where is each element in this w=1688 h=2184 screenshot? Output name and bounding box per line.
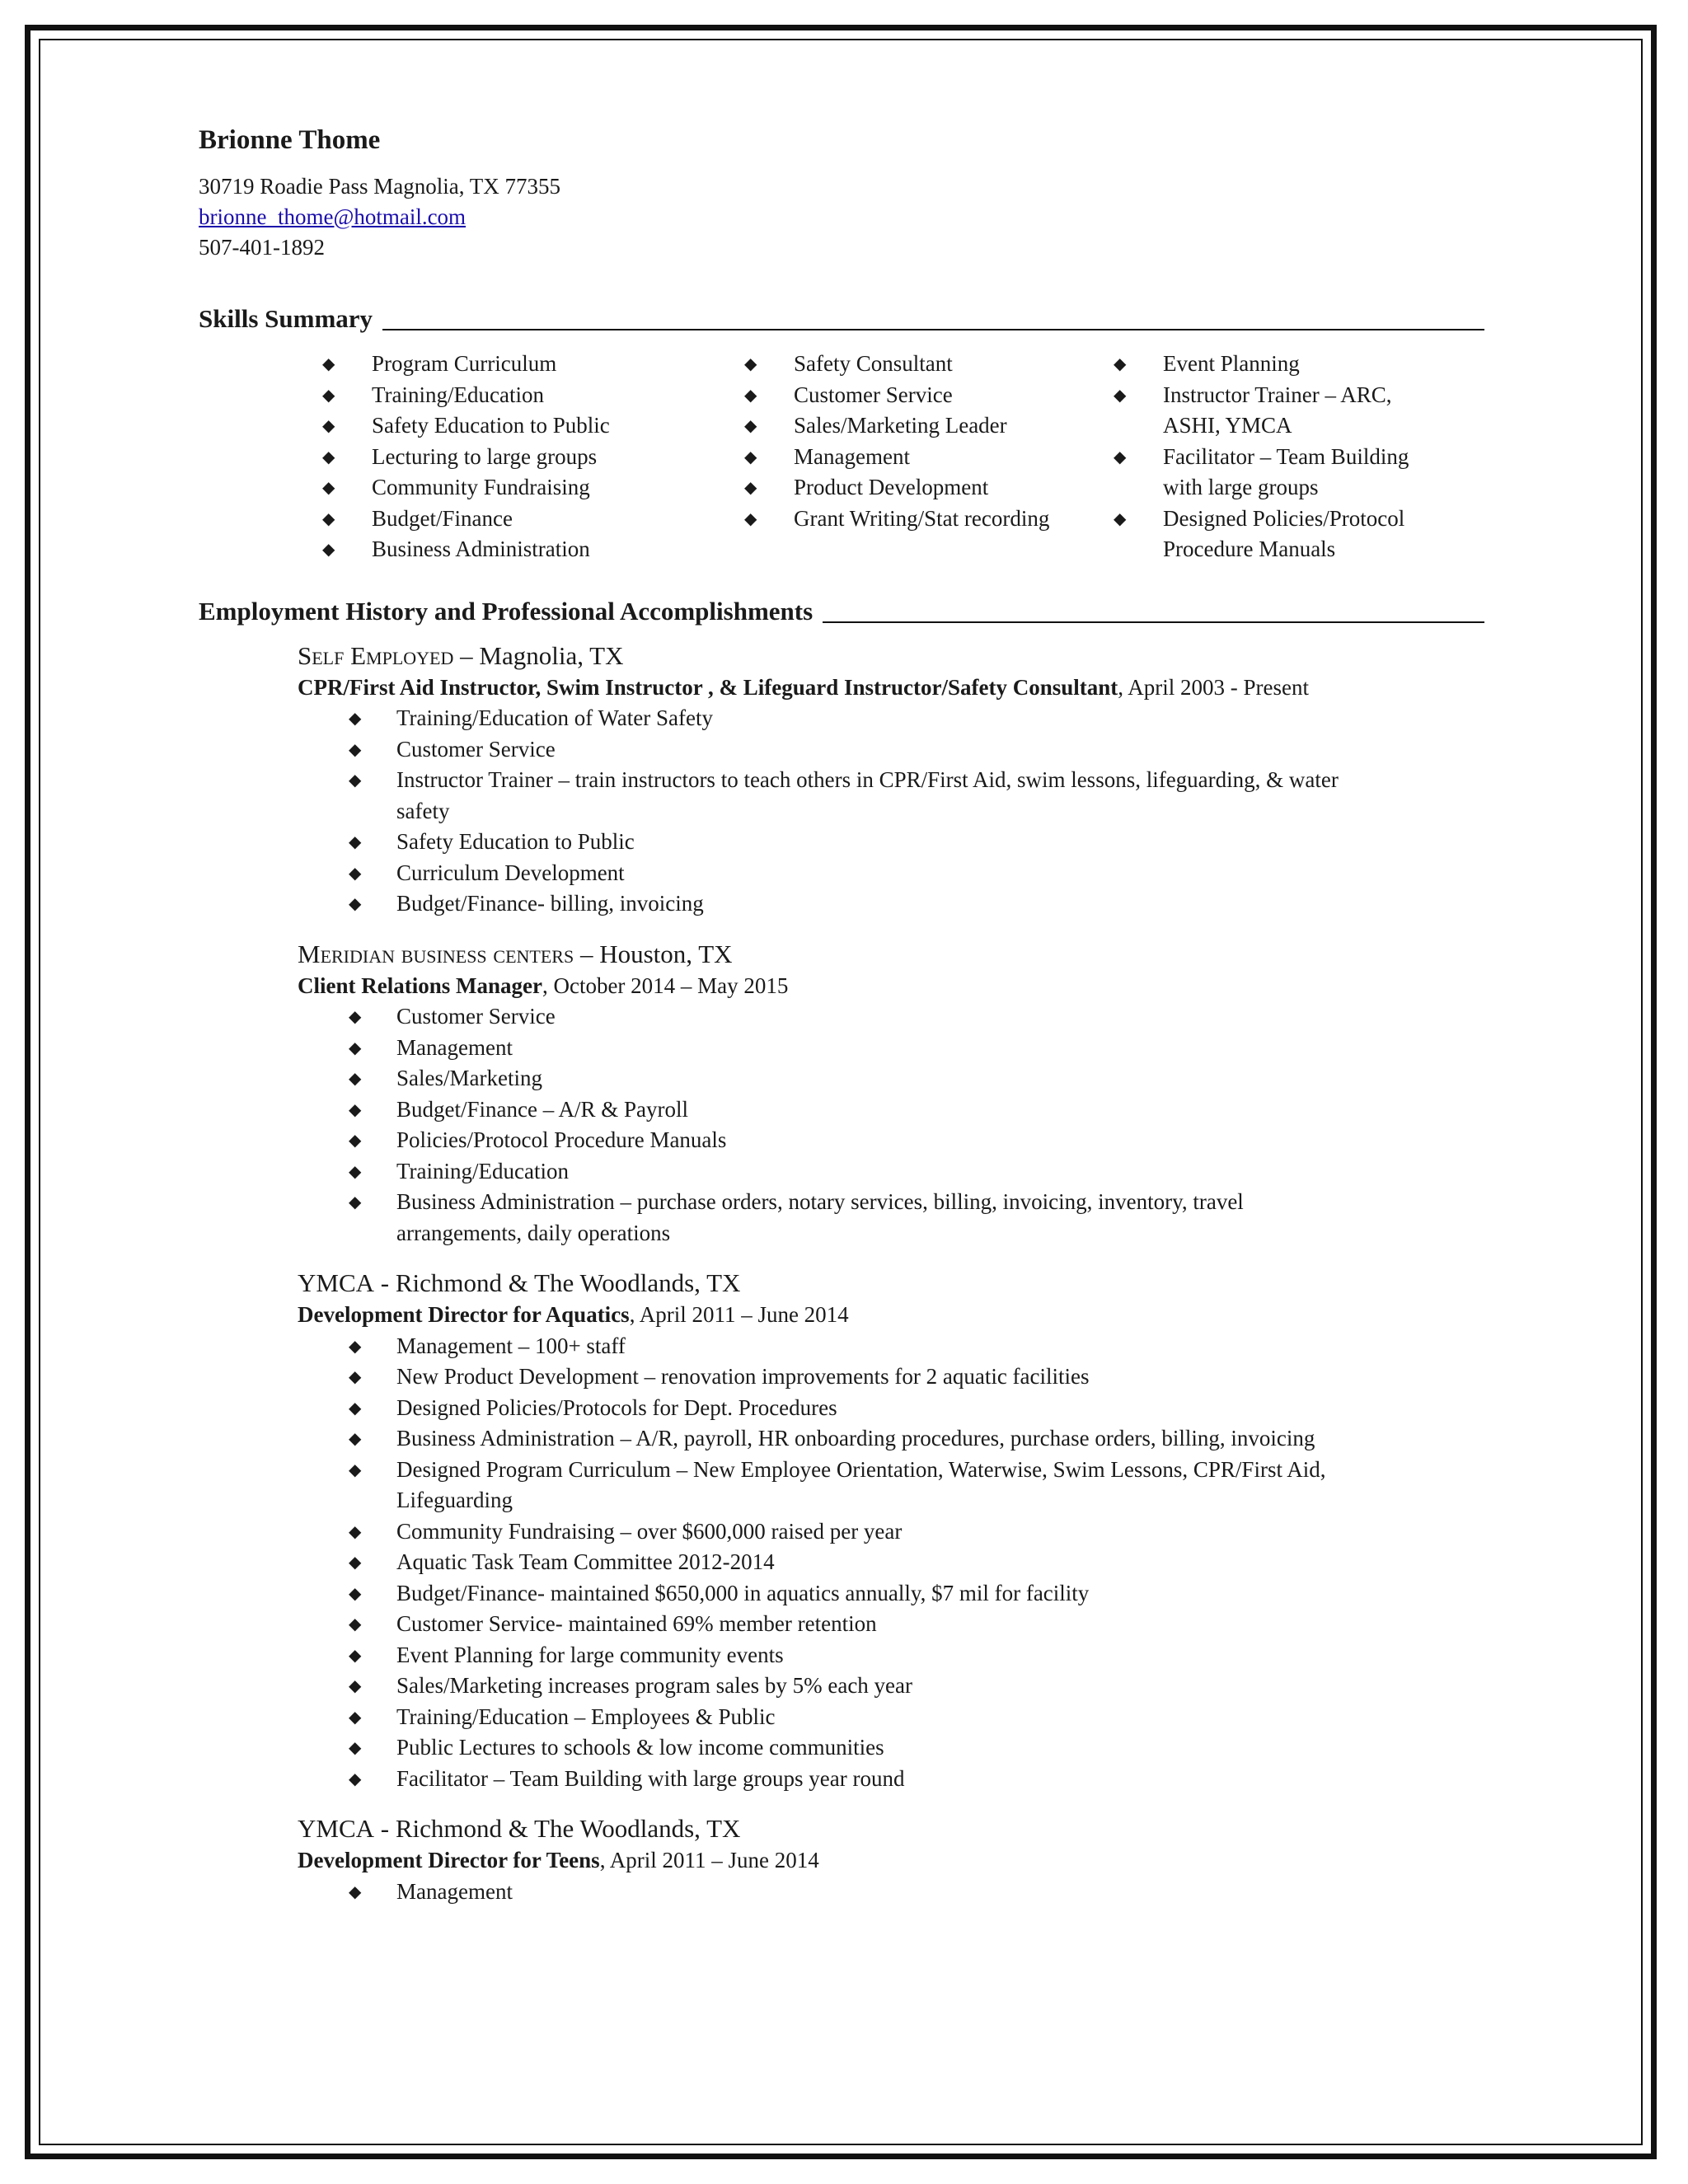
job-entry — [298, 1812, 1534, 1907]
employer-name: Meridian business centers — [298, 939, 574, 968]
employer-line — [298, 640, 1534, 673]
duty-item: ◆ Designed Program Curriculum – New Employee Orientation, Waterwise, Swim Lessons, CPR/First Aid, Lifeguarding — [298, 1455, 1361, 1516]
employer-name: YMCA — [298, 1814, 375, 1843]
skills-column-1 — [322, 349, 677, 565]
duty-item: ◆ Public Lectures to schools & low income communities — [298, 1732, 1361, 1764]
skill-item: ◆ Event Planning — [1114, 349, 1435, 380]
duty-item: ◆ Management – 100+ staff — [298, 1331, 1361, 1362]
contact-block — [199, 171, 1534, 263]
job-title: Development Director for Aquatics — [298, 1302, 630, 1327]
skill-item: ◆ Business Administration — [322, 534, 677, 565]
job-duties — [298, 1331, 1534, 1795]
employer-line — [298, 1267, 1534, 1300]
skills-column-2 — [744, 349, 1057, 565]
duty-item: ◆ Business Administration – purchase orders, notary services, billing, invoicing, inventory, travel arrangements, daily operations — [298, 1187, 1361, 1249]
duty-item: ◆ Community Fundraising – over $600,000 raised per year — [298, 1516, 1361, 1548]
email-link[interactable]: brionne_thome@hotmail.com — [199, 204, 467, 229]
skills-heading — [199, 302, 1484, 335]
job-duties — [298, 1877, 1534, 1908]
duty-item: ◆ Sales/Marketing increases program sales by 5% each year — [298, 1671, 1361, 1702]
skill-item: ◆ Product Development — [744, 472, 1057, 504]
duty-item: ◆ Customer Service — [298, 1001, 1361, 1033]
job-dates: , October 2014 – May 2015 — [542, 972, 789, 998]
resume-page — [199, 115, 1534, 1907]
duty-item: ◆ Training/Education – Employees & Public — [298, 1702, 1361, 1733]
skill-item: ◆ Grant Writing/Stat recording — [744, 504, 1057, 535]
heading-rule — [382, 329, 1484, 330]
skill-item: ◆ Facilitator – Team Building with large groups — [1114, 442, 1435, 504]
job-title-line — [298, 971, 1534, 1002]
employer-line — [298, 938, 1534, 971]
heading-rule — [823, 621, 1484, 623]
duty-item: ◆ Aquatic Task Team Committee 2012-2014 — [298, 1547, 1361, 1578]
employer-name: Self Employed — [298, 640, 454, 670]
duty-item: ◆ Instructor Trainer – train instructors to teach others in CPR/First Aid, swim lessons, lifeguarding, & water safety — [298, 765, 1361, 827]
duty-item: ◆ Designed Policies/Protocols for Dept. Procedures — [298, 1393, 1361, 1424]
employer-location: – Magnolia, TX — [453, 640, 624, 670]
skill-item: ◆ Safety Consultant — [744, 349, 1057, 380]
employment-heading — [199, 595, 1484, 628]
duty-item: ◆ Policies/Protocol Procedure Manuals — [298, 1125, 1361, 1156]
job-title-line — [298, 673, 1534, 704]
duty-item: ◆ Business Administration – A/R, payroll, HR onboarding procedures, purchase orders, billing, invoicing — [298, 1423, 1361, 1455]
job-duties — [298, 1001, 1534, 1249]
employer-location: - Richmond & The Woodlands, TX — [374, 1268, 741, 1297]
job-title-line — [298, 1845, 1534, 1877]
skill-item: ◆ Sales/Marketing Leader — [744, 410, 1057, 442]
job-entry — [298, 640, 1534, 920]
address: 30719 Roadie Pass Magnolia, TX 77355 — [199, 174, 560, 199]
job-title: Development Director for Teens — [298, 1848, 600, 1872]
duty-item: ◆ Budget/Finance- billing, invoicing — [298, 888, 1361, 920]
job-duties — [298, 703, 1534, 920]
employer-name: YMCA — [298, 1268, 375, 1297]
duty-item: ◆ Customer Service- maintained 69% member retention — [298, 1609, 1361, 1640]
skill-item: ◆ Budget/Finance — [322, 504, 677, 535]
employer-location: - Richmond & The Woodlands, TX — [374, 1814, 741, 1843]
duty-item: ◆ Sales/Marketing — [298, 1063, 1361, 1094]
skill-item: ◆ Lecturing to large groups — [322, 442, 677, 473]
job-entry — [298, 1267, 1534, 1794]
duty-item: ◆ Budget/Finance- maintained $650,000 in aquatics annually, $7 mil for facility — [298, 1578, 1361, 1610]
job-dates: , April 2011 – June 2014 — [599, 1848, 819, 1872]
skill-item: ◆ Instructor Trainer – ARC, ASHI, YMCA — [1114, 380, 1435, 442]
employer-line — [298, 1812, 1534, 1845]
skills-columns — [199, 349, 1534, 565]
employer-location: – Houston, TX — [574, 939, 733, 968]
duty-item: ◆ Management — [298, 1033, 1361, 1064]
job-title: CPR/First Aid Instructor, Swim Instructor , & Lifeguard Instructor/Safety Consultant — [298, 674, 1118, 700]
duty-item: ◆ Training/Education — [298, 1156, 1361, 1188]
job-list — [199, 640, 1534, 1908]
job-entry — [298, 938, 1534, 1249]
skills-column-3 — [1114, 349, 1435, 565]
skill-item: ◆ Safety Education to Public — [322, 410, 677, 442]
skill-item: ◆ Training/Education — [322, 380, 677, 411]
duty-item: ◆ Facilitator – Team Building with large groups year round — [298, 1764, 1361, 1795]
duty-item: ◆ New Product Development – renovation improvements for 2 aquatic facilities — [298, 1361, 1361, 1393]
job-dates: , April 2011 – June 2014 — [629, 1302, 849, 1327]
duty-item: ◆ Customer Service — [298, 734, 1361, 766]
skill-item: ◆ Management — [744, 442, 1057, 473]
skills-heading-text: Skills Summary — [199, 304, 373, 333]
job-dates: , April 2003 - Present — [1118, 674, 1309, 700]
duty-item: ◆ Curriculum Development — [298, 858, 1361, 889]
skill-item: ◆ Designed Policies/Protocol Procedure Manuals — [1114, 504, 1435, 565]
duty-item: ◆ Event Planning for large community events — [298, 1640, 1361, 1671]
skill-item: ◆ Community Fundraising — [322, 472, 677, 504]
duty-item: ◆ Management — [298, 1877, 1361, 1908]
skill-item: ◆ Customer Service — [744, 380, 1057, 411]
skill-item: ◆ Program Curriculum — [322, 349, 677, 380]
duty-item: ◆ Training/Education of Water Safety — [298, 703, 1361, 734]
job-title: Client Relations Manager — [298, 972, 542, 998]
duty-item: ◆ Safety Education to Public — [298, 827, 1361, 858]
duty-item: ◆ Budget/Finance – A/R & Payroll — [298, 1094, 1361, 1126]
phone: 507-401-1892 — [199, 235, 325, 260]
employment-heading-text: Employment History and Professional Accomplishments — [199, 596, 814, 626]
job-title-line — [298, 1300, 1534, 1331]
candidate-name: Brionne Thome — [199, 125, 381, 155]
